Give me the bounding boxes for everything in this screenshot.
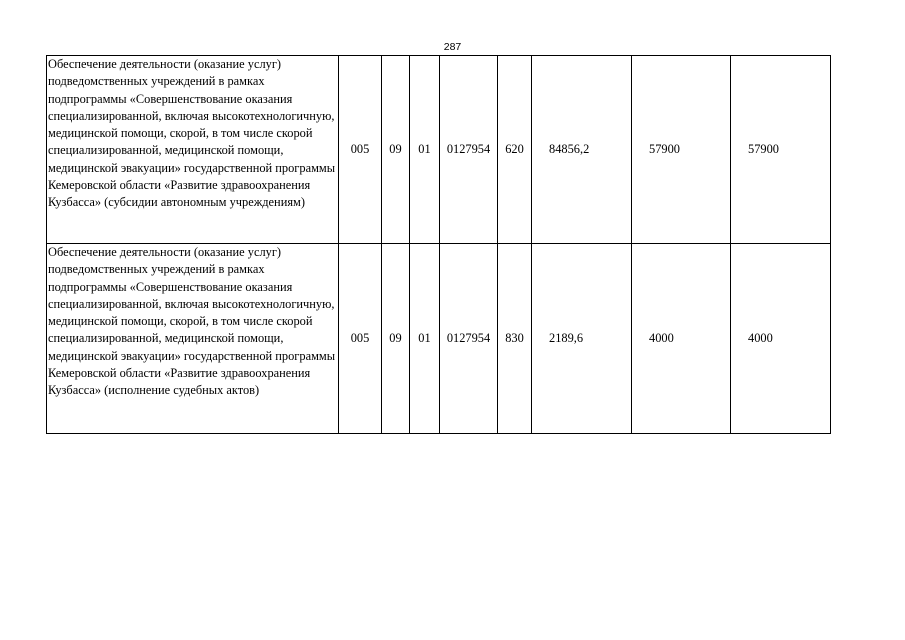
target-article-code: 0127954 bbox=[440, 56, 498, 244]
ministry-code: 005 bbox=[339, 56, 382, 244]
section-code: 09 bbox=[382, 244, 410, 434]
ministry-code: 005 bbox=[339, 244, 382, 434]
amount-3: 57900 bbox=[731, 56, 831, 244]
table-row bbox=[47, 244, 831, 434]
budget-table bbox=[46, 55, 831, 434]
expense-type-code: 830 bbox=[498, 244, 532, 434]
amount-2: 4000 bbox=[632, 244, 731, 434]
table-row bbox=[47, 56, 831, 244]
row-description: Обеспечение деятельности (оказание услуг) подведомственных учреждений в рамках подпрограммы «Совершенствование оказания специализированной, включая высокотехнологичную, медицинской помощи, скорой, в том числе скорой специализированной, медицинской помощи, медицинской эвакуации» государственной программы Кемеровской области «Развитие здравоохранения Кузбасса» (субсидии автономным учреждениям) bbox=[47, 56, 339, 244]
amount-2: 57900 bbox=[632, 56, 731, 244]
subsection-code: 01 bbox=[410, 244, 440, 434]
row-description: Обеспечение деятельности (оказание услуг) подведомственных учреждений в рамках подпрограммы «Совершенствование оказания специализированной, включая высокотехнологичную, медицинской помощи, скорой, в том числе скорой специализированной, медицинской помощи, медицинской эвакуации» государственной программы Кемеровской области «Развитие здравоохранения Кузбасса» (исполнение судебных актов) bbox=[47, 244, 339, 434]
amount-1: 2189,6 bbox=[532, 244, 632, 434]
subsection-code: 01 bbox=[410, 56, 440, 244]
section-code: 09 bbox=[382, 56, 410, 244]
amount-1: 84856,2 bbox=[532, 56, 632, 244]
amount-3: 4000 bbox=[731, 244, 831, 434]
page-number: 287 bbox=[443, 41, 462, 53]
target-article-code: 0127954 bbox=[440, 244, 498, 434]
expense-type-code: 620 bbox=[498, 56, 532, 244]
